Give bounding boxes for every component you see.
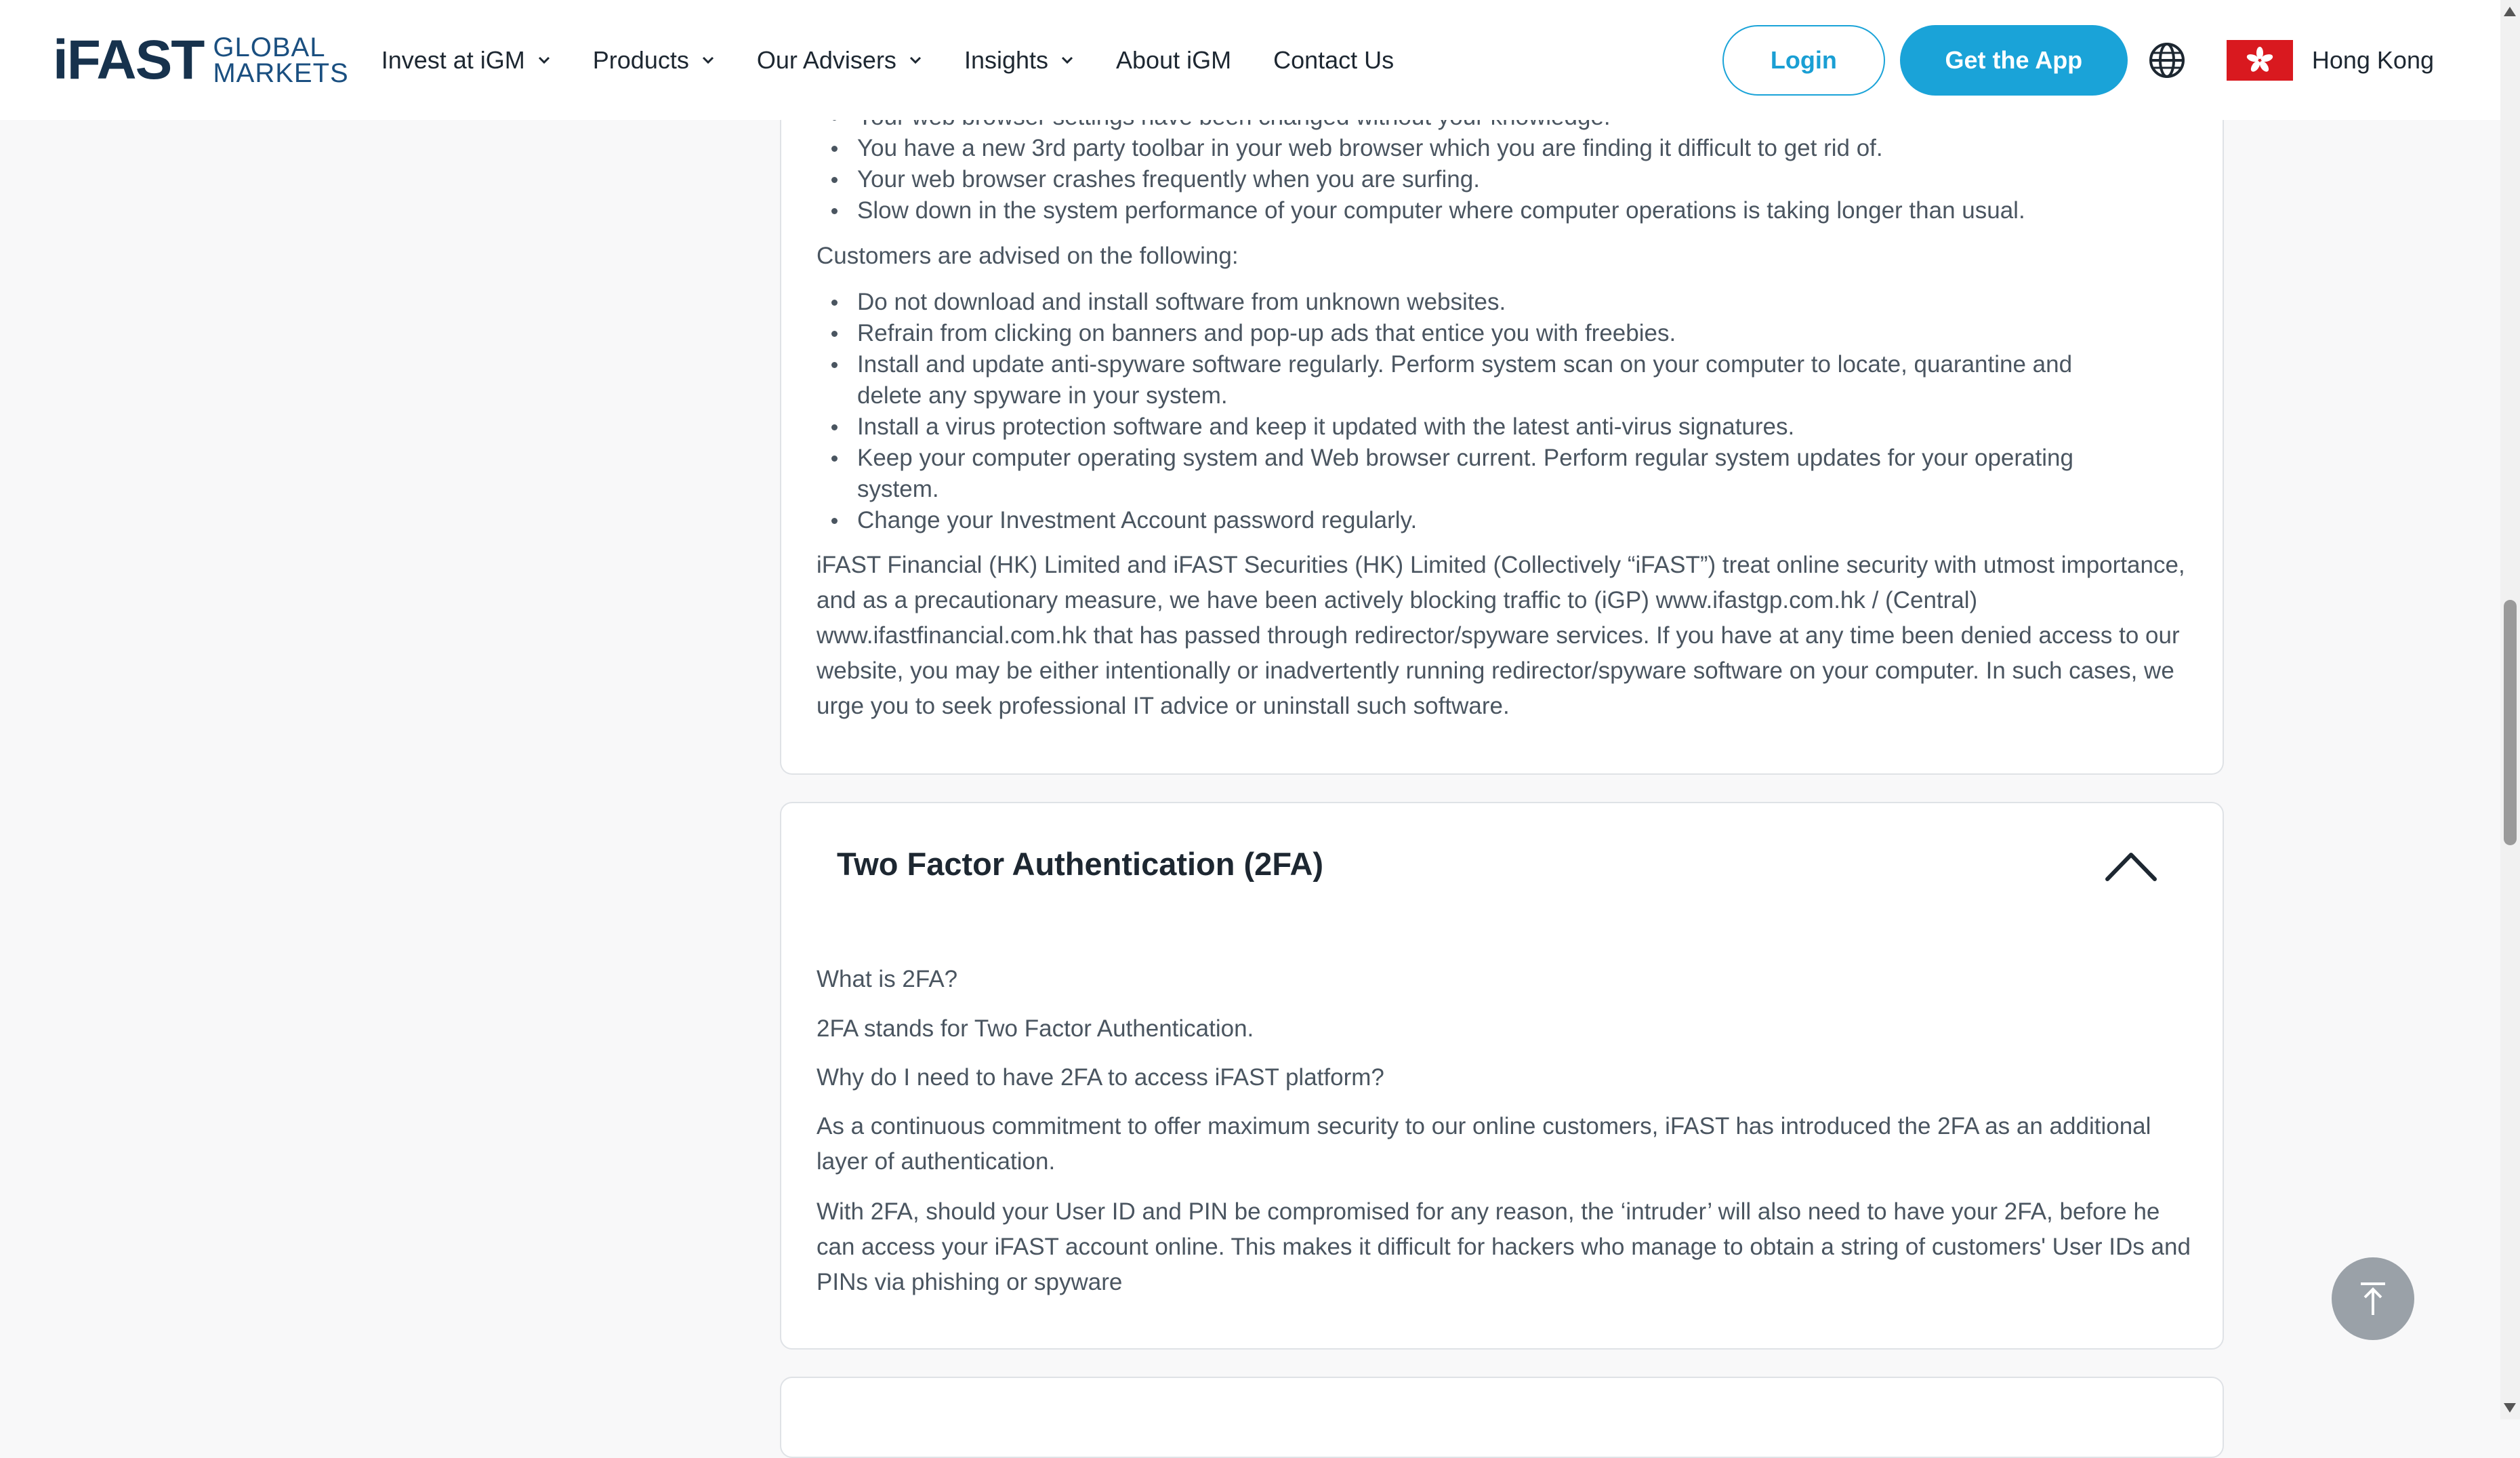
hong-kong-flag-icon[interactable]	[2227, 40, 2293, 81]
login-button[interactable]: Login	[1722, 25, 1885, 96]
next-accordion-panel[interactable]	[780, 1377, 2224, 1458]
header-actions	[1722, 0, 2500, 120]
nav-label: Our Advisers	[756, 45, 896, 74]
globe-icon[interactable]	[2148, 41, 2186, 79]
list-item: Slow down in the system performance of your computer where computer operations is taking longer than usual.	[817, 195, 2025, 226]
nav-insights[interactable]	[964, 46, 1074, 75]
chevron-down-icon	[1060, 56, 1074, 65]
nav-label: Insights	[964, 45, 1049, 74]
scroll-up-arrow-icon[interactable]	[2504, 7, 2516, 16]
nav-label: Products	[592, 45, 689, 74]
list-item: You have a new 3rd party toolbar in your web browser which you are finding it difficult to get rid of.	[817, 133, 2025, 164]
faq-answer: As a continuous commitment to offer maximum security to our online customers, iFAST has introduced the 2FA as an additional layer of authentication.	[817, 1113, 2151, 1175]
twofa-accordion-panel	[780, 802, 2224, 1350]
list-item: Your web browser crashes frequently when you are surfing.	[817, 164, 2025, 195]
nav-about-igm[interactable]	[1116, 46, 1231, 75]
faq-question: What is 2FA?	[817, 966, 958, 992]
list-item: Install a virus protection software and keep it updated with the latest anti-virus signatures.	[817, 411, 2138, 443]
nav-our-advisers[interactable]	[757, 46, 922, 75]
security-statement: iFAST Financial (HK) Limited and iFAST Securities (HK) Limited (Collectively “iFAST”) treat online security with utmost importance, and as a precautionary measure, we have been actively blocking traffic to (iGP) www.ifastgp.com.hk / (Central) www.ifastfinancial.com.hk that has passed through redirector/spyware services. If you have at any time been denied access to our website, you may be either intentionally or inadvertently running redirector/spyware software on your computer. In such cases, we urge you to seek professional IT advice or uninstall such software.	[817, 552, 2185, 719]
faq-answer: 2FA stands for Two Factor Authentication.	[817, 1015, 1254, 1042]
back-to-top-button[interactable]	[2332, 1257, 2414, 1340]
advice-list	[817, 287, 2138, 536]
logo-line-markets: MARKETS	[213, 58, 349, 88]
nav-label: About iGM	[1116, 45, 1232, 74]
scrollbar-thumb[interactable]	[2504, 600, 2517, 845]
accordion-title[interactable]: Two Factor Authentication (2FA)	[837, 846, 1324, 882]
faq-answer: With 2FA, should your User ID and PIN be compromised for any reason, the ‘intruder’ will also need to have your 2FA, before he can access your iFAST account online. This makes it difficult for hackers who manage to obtain a string of customers' User IDs and PINs via phishing or spyware	[817, 1198, 2191, 1295]
spyware-symptom-list	[817, 102, 2025, 226]
get-the-app-button[interactable]: Get the App	[1900, 25, 2128, 96]
advice-intro: Customers are advised on the following:	[817, 243, 1239, 269]
chevron-down-icon	[909, 56, 922, 65]
spyware-accordion-panel	[780, 54, 2224, 775]
logo-wordmark: iFAST	[53, 28, 204, 91]
chevron-down-icon	[701, 56, 715, 65]
chevron-down-icon	[537, 56, 551, 65]
list-item: Do not download and install software from unknown websites.	[817, 287, 2138, 318]
chevron-up-icon[interactable]	[2105, 851, 2157, 882]
nav-label: Invest at iGM	[381, 45, 525, 74]
nav-products[interactable]	[593, 46, 715, 75]
list-item: Change your Investment Account password regularly.	[817, 505, 2138, 536]
scroll-down-arrow-icon[interactable]	[2504, 1403, 2516, 1413]
logo-line-global: GLOBAL	[213, 32, 326, 62]
logo-subtext	[213, 32, 349, 88]
bauhinia-icon	[2245, 45, 2275, 75]
site-header	[0, 0, 2500, 120]
arrow-to-top-icon	[2353, 1278, 2393, 1319]
list-item: Refrain from clicking on banners and pop-up ads that entice you with freebies.	[817, 318, 2138, 349]
list-item: Install and update anti-spyware software regularly. Perform system scan on your computer to locate, quarantine and delete any spyware in your system.	[817, 349, 2138, 411]
ifast-logo[interactable]	[53, 28, 349, 91]
nav-contact-us[interactable]	[1273, 46, 1394, 75]
page-scrollbar[interactable]	[2500, 0, 2520, 1419]
faq-question: Why do I need to have 2FA to access iFAST platform?	[817, 1064, 1384, 1091]
list-item: Keep your computer operating system and Web browser current. Perform regular system updates for your operating system.	[817, 443, 2138, 505]
nav-invest-at-igm[interactable]	[381, 46, 551, 75]
nav-label: Contact Us	[1273, 45, 1395, 74]
main-nav	[381, 46, 1436, 75]
region-selector[interactable]: Hong Kong	[2311, 45, 2434, 74]
